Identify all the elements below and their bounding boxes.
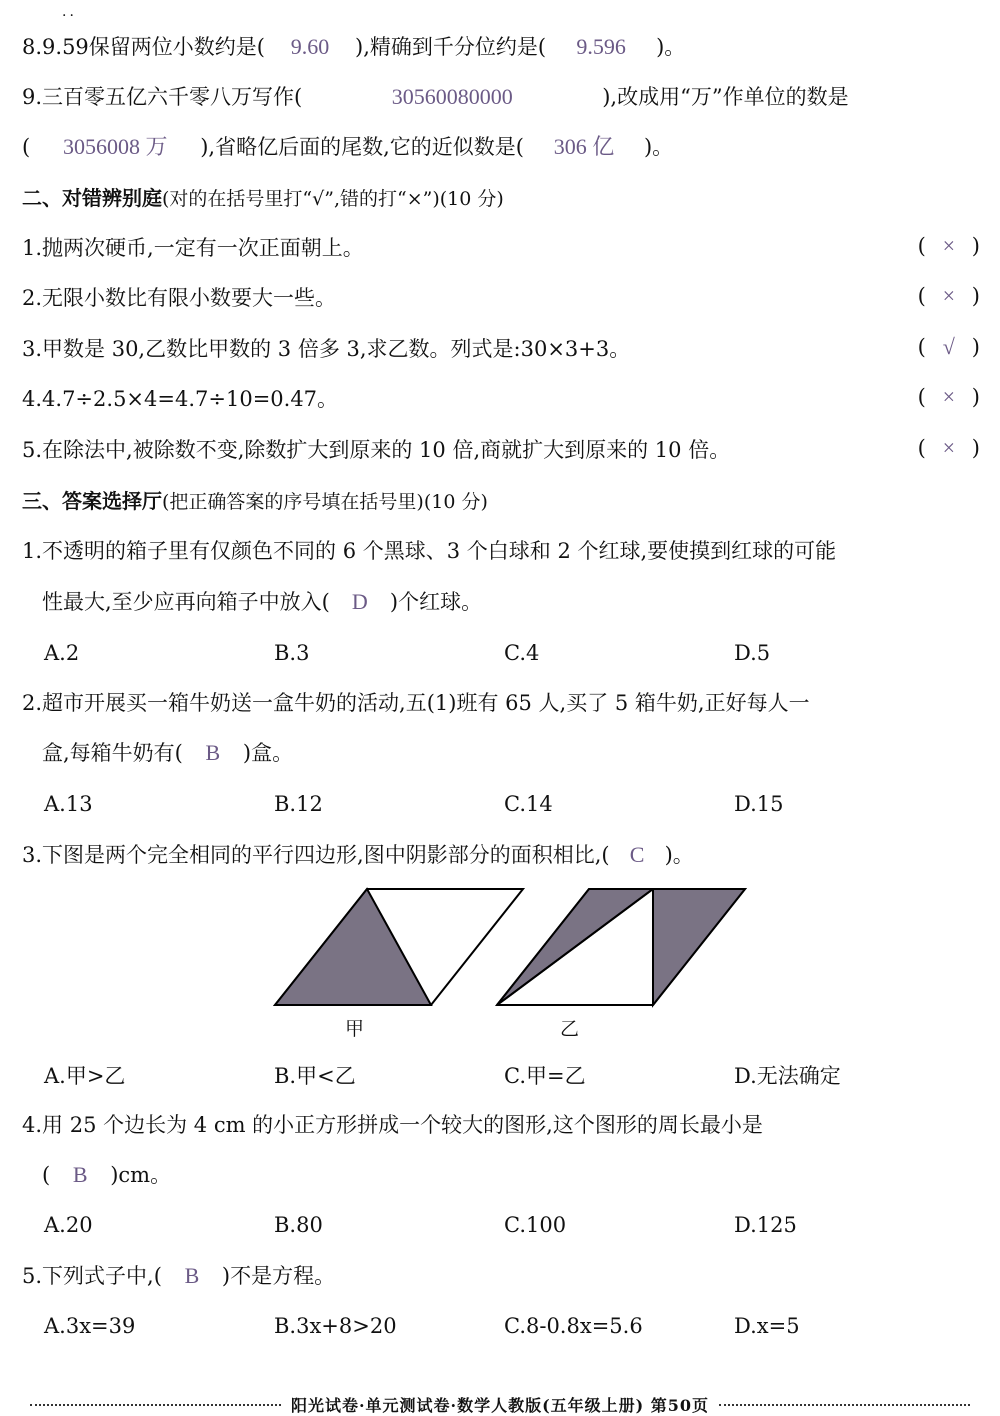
- option-c[interactable]: C.甲=乙: [504, 1064, 586, 1088]
- choice-question-3: 3.下图是两个完全相同的平行四边形,图中阴影部分的面积相比,( C )。: [22, 840, 982, 870]
- option-b[interactable]: B.12: [274, 792, 323, 816]
- choice-question-2: 2.超市开展买一箱牛奶送一盒牛奶的活动,五(1)班有 65 人,买了 5 箱牛奶,正好每人一: [22, 691, 810, 715]
- option-c[interactable]: C.8-0.8x=5.6: [504, 1314, 643, 1338]
- choice-question-2-line2: 盒,每箱牛奶有( B )盒。: [42, 738, 982, 768]
- answer-blank[interactable]: D: [351, 589, 368, 614]
- judge-item: 3.甲数是 30,乙数比甲数的 3 倍多 3,求乙数。列式是:30×3+3。: [22, 337, 631, 361]
- parallelogram-figure: [270, 885, 755, 1010]
- answer-blank[interactable]: 9.596: [576, 34, 626, 59]
- answer-blank[interactable]: B: [184, 1263, 200, 1288]
- option-a[interactable]: A.甲>乙: [44, 1064, 126, 1088]
- choice-question-4: 4.用 25 个边长为 4 cm 的小正方形拼成一个较大的图形,这个图形的周长最小是: [22, 1113, 763, 1137]
- judge-item: 4.4.7÷2.5×4=4.7÷10=0.47。: [22, 387, 339, 411]
- judge-item: 1.抛两次硬币,一定有一次正面朝上。: [22, 236, 364, 260]
- answer-blank[interactable]: 3056008 万: [62, 134, 168, 159]
- shaded-triangle-right-2: [653, 889, 745, 1005]
- choice-question-1-line2: 性最大,至少应再向箱子中放入( D )个红球。: [42, 587, 982, 617]
- option-c[interactable]: C.100: [504, 1213, 567, 1237]
- judge-answer[interactable]: ( × ): [917, 233, 980, 258]
- answer-blank[interactable]: C: [629, 842, 645, 867]
- option-b[interactable]: B.80: [274, 1213, 323, 1237]
- answer-blank[interactable]: B: [72, 1162, 88, 1187]
- option-a[interactable]: A.2: [44, 641, 80, 665]
- choice-question-4-line2: ( B )cm。: [42, 1160, 982, 1190]
- option-d[interactable]: D.x=5: [734, 1314, 800, 1338]
- option-d[interactable]: D.125: [734, 1213, 797, 1237]
- option-b[interactable]: B.甲<乙: [274, 1064, 356, 1088]
- option-c[interactable]: C.14: [504, 792, 553, 816]
- option-d[interactable]: D.5: [734, 641, 771, 665]
- option-b[interactable]: B.3x+8>20: [274, 1314, 397, 1338]
- section-2-heading: 二、对错辨别庭(对的在括号里打“√”,错的打“×”)(10 分): [22, 186, 504, 210]
- judge-item: 5.在除法中,被除数不变,除数扩大到原来的 10 倍,商就扩大到原来的 10 倍。: [22, 438, 731, 462]
- option-a[interactable]: A.20: [44, 1213, 93, 1237]
- judge-answer[interactable]: ( × ): [917, 384, 980, 409]
- judge-item: 2.无限小数比有限小数要大一些。: [22, 286, 337, 310]
- answer-blank[interactable]: 30560080000: [391, 84, 513, 109]
- question-9-line2: ( 3056008 万 ),省略亿后面的尾数,它的近似数是( 306 亿 )。: [22, 132, 982, 162]
- judge-answer[interactable]: ( × ): [917, 435, 980, 460]
- choice-question-5: 5.下列式子中,( B )不是方程。: [22, 1261, 982, 1291]
- answer-blank[interactable]: 306 亿: [553, 134, 615, 159]
- page-footer: [30, 1393, 970, 1416]
- question-9-line1: 9.三百零五亿六千零八万写作( 30560080000 ),改成用“万”作单位的数是: [22, 82, 982, 112]
- option-c[interactable]: C.4: [504, 641, 540, 665]
- option-a[interactable]: A.3x=39: [44, 1314, 136, 1338]
- judge-answer[interactable]: ( × ): [917, 283, 980, 308]
- option-d[interactable]: D.15: [734, 792, 784, 816]
- section-3-heading: 三、答案选择厅(把正确答案的序号填在括号里)(10 分): [22, 489, 488, 513]
- answer-blank[interactable]: 9.60: [290, 34, 330, 59]
- figure-label-right: 乙: [560, 1018, 580, 1040]
- figure-label-left: 甲: [345, 1018, 365, 1040]
- question-8: 8.9.59保留两位小数约是( 9.60 ),精确到千分位约是( 9.596 )。: [22, 32, 982, 62]
- answer-blank[interactable]: B: [205, 740, 221, 765]
- judge-answer[interactable]: ( √ ): [917, 334, 980, 359]
- option-a[interactable]: A.13: [44, 792, 93, 816]
- decor-dots: ··: [62, 8, 77, 24]
- footer-text: 阳光试卷·单元测试卷·数学人教版(五年级上册) 第50页: [290, 1396, 710, 1415]
- option-b[interactable]: B.3: [274, 641, 310, 665]
- choice-question-1: 1.不透明的箱子里有仅颜色不同的 6 个黑球、3 个白球和 2 个红球,要使摸到红球的可能: [22, 539, 837, 563]
- option-d[interactable]: D.无法确定: [734, 1064, 841, 1088]
